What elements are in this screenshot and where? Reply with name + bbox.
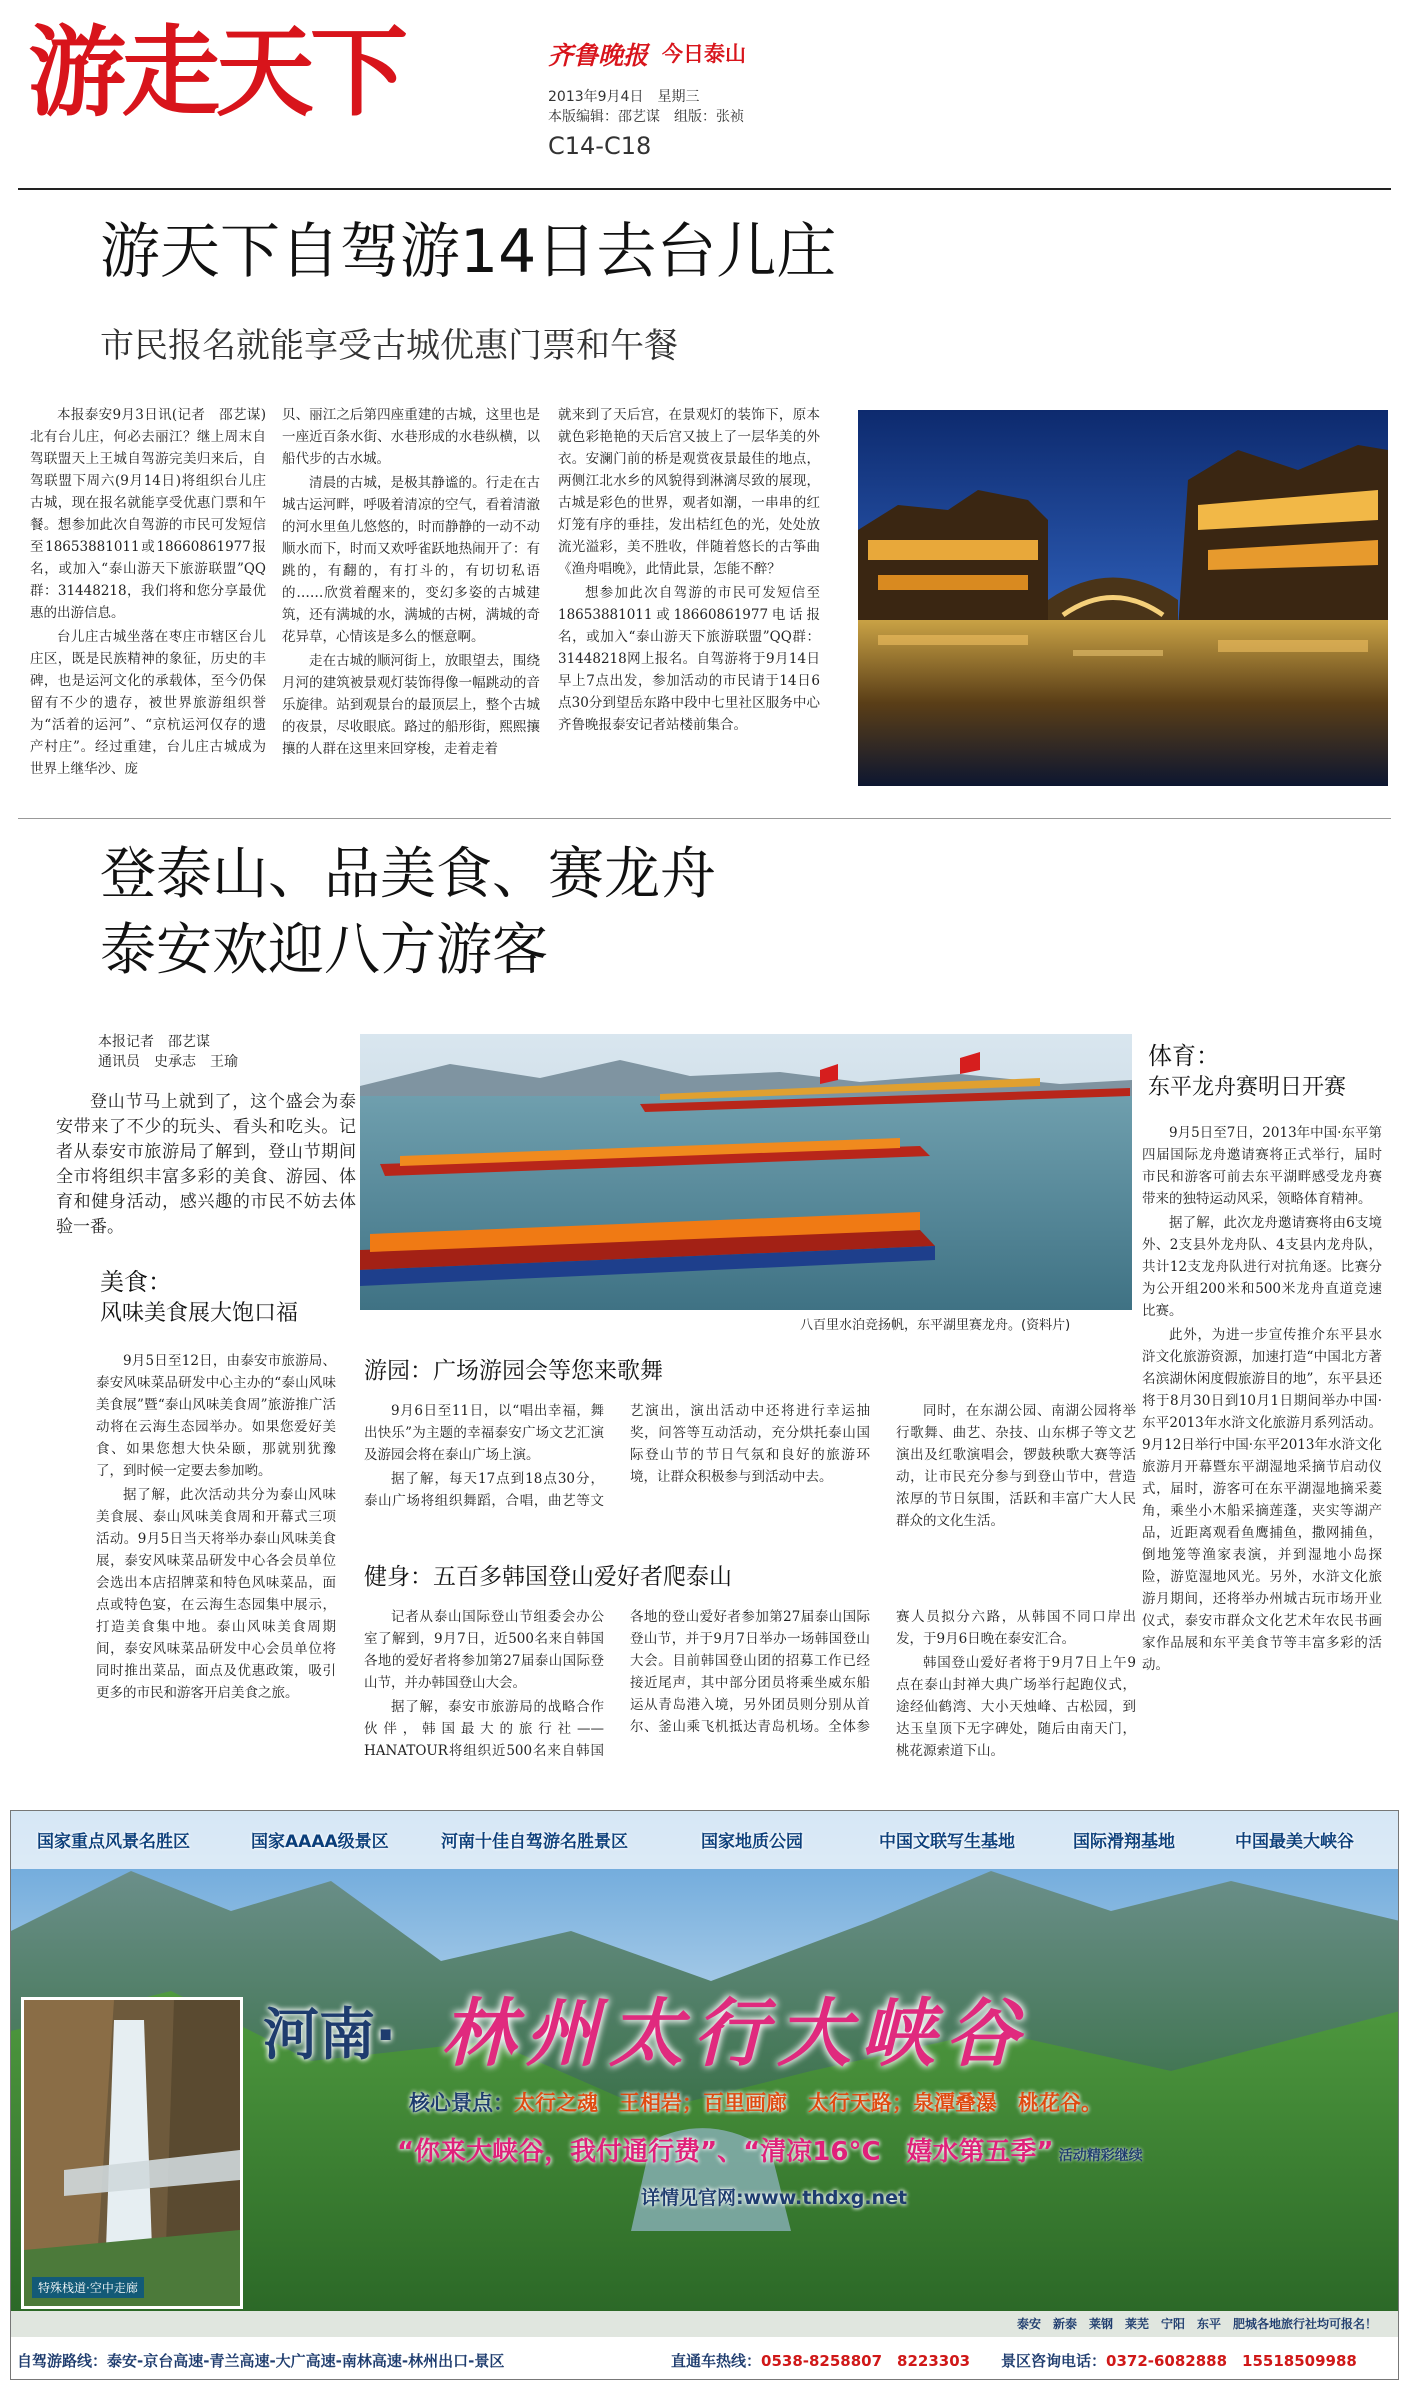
lead-paragraph: 登山节马上就到了，这个盛会为泰安带来了不少的玩头、看头和吃头。记者从泰安市旅游局了解到，登山节期间全市将组织丰富多彩的美食、游园、体育和健身活动，感兴趣的市民不妨去体验一番。 <box>56 1092 356 1237</box>
story-divider <box>18 818 1391 819</box>
food-column <box>96 1350 336 1706</box>
fitness-heading <box>364 1558 732 1591</box>
fitness-kicker: 健身： <box>364 1564 433 1590</box>
story2-headline-line1: 登泰山、品美食、赛龙舟 <box>100 842 716 907</box>
byline-reporter: 本报记者 邵艺谋 <box>98 1034 210 1050</box>
spots-list: 太行之魂 王相岩；百里画廊 太行天路；泉潭叠瀑 桃花谷。 <box>514 2091 1102 2115</box>
paragraph: 贝、丽江之后第四座重建的古城，这里也是一座近百条水街、水巷形成的水巷纵横，以船代步的古水城。 <box>282 407 540 467</box>
paragraph: 据了解，泰安市旅游局的战略合作伙伴，韩国最大的旅行社——HANATOUR将组织近500名来自韩国各地的登山爱好者参加第27届泰山国际登山节，并于9月7日举办一场韩国登山大会。目前韩国登山团的招募工作已经接近尾声，其中部分团员将乘坐威东船运从青岛港入境，另外团员则分别从首尔、釜山乘飞机抵达青岛机场。全体参赛人员拟分六路，从韩国不同口岸出发，于9月6日晚在泰安汇合。 <box>364 1609 1136 1759</box>
story2-byline <box>98 1032 238 1072</box>
ad-tag: 中国最美大峡谷 <box>1235 1832 1354 1852</box>
paragraph: 同时，在东湖公园、南湖公园将举行歌舞、曲艺、杂技、山东梆子等文艺演出及红歌演唱会，锣鼓秧歌大赛等活动，让市民充分参与到登山节中，营造浓厚的节日氛围，活跃和丰富广大人民群众的文化生活。 <box>896 1403 1136 1529</box>
story1-column-2 <box>282 404 540 762</box>
paragraph: 9月5日至12日，由泰安市旅游局、泰安风味菜品研发中心主办的“泰山风味美食展”暨“泰山风味美食周”旅游推广活动将在云海生态园举办。如果您爱好美食、如果您想大快朵颐，那就别犹豫了，到时候一定要去参加哟。 <box>96 1353 336 1479</box>
consult-label: 景区咨询电话： <box>1001 2352 1107 2370</box>
ad-hotline <box>671 2341 970 2380</box>
inset-photo-label: 特殊栈道·空中走廊 <box>32 2277 144 2298</box>
page-range: C14-C18 <box>548 132 652 160</box>
masthead <box>0 0 1409 185</box>
garden-heading <box>364 1352 663 1385</box>
paragraph: 9月5日至7日，2013年中国·东平第四届国际龙舟邀请赛将正式举行，届时市民和游客可前去东平湖畔感受龙舟赛带来的独特运动风采，领略体育精神。 <box>1142 1125 1382 1207</box>
fitness-text <box>364 1606 1136 1762</box>
photo-caption: 八百里水泊竞扬帆，东平湖里赛龙舟。(资料片) <box>800 1318 1071 1333</box>
paragraph: 9月6日至11日，以“唱出幸福，舞出快乐”为主题的幸福泰安广场文艺汇演及游园会将在泰山广场上演。 <box>364 1403 604 1463</box>
paragraph: 本报泰安9月3日讯(记者 邵艺谋) 北有台儿庄，何必去丽江？继上周末自驾联盟天上王城自驾游完美归来后，自驾联盟下周六(9月14日)将组织台儿庄古城，现在报名就能享受优惠门票和午餐。想参加此次自驾游的市民可发短信至18653881011或18660861977报名，或加入“泰山游天下旅游联盟”QQ群：31448218，我们将和您分享最优惠的出游信息。 <box>30 407 280 621</box>
hotline-number: 0538-8258807 8223303 <box>761 2352 971 2370</box>
paragraph: 走在古城的顺河街上，放眼望去，围绕月河的建筑被景观灯装饰得像一幅跳动的音乐旋律。站到观景台的最顶层上，整个古城的夜景，尽收眼底。路过的船形街，熙熙攘攘的人群在这里来回穿梭，走着走着 <box>282 653 540 757</box>
garden-kicker: 游园： <box>364 1358 433 1384</box>
story2-lead <box>56 1090 356 1242</box>
paragraph: 记者从泰山国际登山节组委会办公室了解到，9月7日，近500名来自韩国各地的爱好者将参加第27届泰山国际登山节，并办韩国登山大会。 <box>364 1609 604 1691</box>
paragraph: 此外，为进一步宣传推介东平县水浒文化旅游资源，加速打造“中国北方著名滨湖休闲度假旅游目的地”，东平县还将于8月30日到10月1日期间举办中国·东平2013年水浒文化旅游月系列活动。9月12日举行中国·东平2013年水浒文化旅游月开幕暨东平湖湿地采摘节启动仪式，届时，游客可在东平湖湿地摘采菱角，乘坐小木船采摘莲蓬，夹实等湖产品，近距离观看鱼鹰捕鱼，撒网捕鱼，倒地笼等渔家表演，并到湿地小岛探险，游览湿地风光。另外，水浒文化旅游月期间，还将举办州城古玩市场开业仪式，泰安市群众文化艺术年农民书画家作品展和东平美食节等丰富多彩的活动。 <box>1142 1327 1382 1673</box>
section-title: 游走天下 <box>28 16 405 130</box>
story1-headline: 游天下自驾游14日去台儿庄 <box>100 217 837 287</box>
sport-column <box>1142 1122 1382 1678</box>
ad-tag: 河南十佳自驾游名胜景区 <box>441 1832 628 1852</box>
paragraph: 据了解，此次龙舟邀请赛将由6支境外、2支县外龙舟队、4支县内龙舟队，共计12支龙舟队进行对抗角逐。比赛分为公开组200米和500米龙舟直道竞速比赛。 <box>1142 1215 1382 1319</box>
ad-route: 自驾游路线：泰安-京台高速-青兰高速-大广高速-南林高速-林州出口-景区 <box>17 2352 505 2370</box>
sport-kicker: 体育： <box>1148 1042 1220 1070</box>
edition-name: 今日泰山 <box>662 42 746 66</box>
ad-tag: 国际滑翔基地 <box>1073 1832 1175 1852</box>
ad-tag: 中国文联写生基地 <box>879 1832 1015 1852</box>
food-kicker: 美食： <box>100 1268 172 1296</box>
ad-tag: 国家地质公园 <box>701 1832 803 1852</box>
ad-cities: 泰安 新泰 莱钢 莱芜 宁阳 东平 肥城各地旅行社均可报名！ <box>1017 2317 1378 2331</box>
ad-consult <box>1001 2341 1357 2380</box>
paragraph: 清晨的古城，是极其静谧的。行走在古城古运河畔，呼吸着清凉的空气，看着清澈的河水里鱼儿悠悠的，时而静静的一动不动顺水而下，时而又欢呼雀跃地热闹开了：有跳的，有翻的，有打斗的，有切切私语的……欣赏着醒来的，变幻多姿的古城建筑，还有满城的水，满城的古树，满城的奇花异草，心情该是多么的惬意啊。 <box>282 475 540 645</box>
dragon-boat-photo <box>360 1034 1132 1310</box>
food-title: 风味美食展大饱口福 <box>100 1301 299 1326</box>
inset-waterfall-photo <box>21 1997 243 2309</box>
ad-tag: 国家重点风景名胜区 <box>37 1832 190 1852</box>
ad-title-region: 河南· <box>263 2003 397 2068</box>
editor-credits: 本版编辑：邵艺谋 组版：张祯 <box>548 109 744 125</box>
ad-website: 详情见官网:www.thdxg.net <box>641 2187 908 2209</box>
paper-name: 齐鲁晚报 <box>548 41 649 70</box>
fitness-title: 五百多韩国登山爱好者爬泰山 <box>433 1564 732 1590</box>
byline-correspondents: 通讯员 史承志 王瑜 <box>98 1054 238 1070</box>
ad-tag: 国家AAAA级景区 <box>251 1832 389 1852</box>
garden-title: 广场游园会等您来歌舞 <box>433 1358 663 1384</box>
ad-title-name: 林州太行大峡谷 <box>441 1991 1029 2077</box>
issue-date: 2013年9月4日 星期三 <box>548 89 700 105</box>
paragraph: 台儿庄古城坐落在枣庄市辖区台儿庄区，既是民族精神的象征，历史的丰碑，也是运河文化的承载体，至今仍保留有不少的遗存，被世界旅游组织誉为“活着的运河”、“京杭运河仅存的遗产村庄”。经过重建，台儿庄古城成为世界上继华沙、庞 <box>30 629 266 777</box>
paragraph: 就来到了天后宫，在景观灯的装饰下，原本就色彩艳艳的天后宫又披上了一层华美的外衣。安澜门前的桥是观赏夜景最佳的地点，两侧江北水乡的风貌得到淋漓尽致的展现，古城是彩色的世界，观者如潮，一串串的红灯笼有序的垂挂，发出桔红色的光，处处放流光溢彩，美不胜收，伴随着悠长的古筝曲《渔舟唱晚》，此情此景，怎能不醉？ <box>558 407 820 577</box>
canyon-advertisement <box>10 1810 1399 2380</box>
ad-slogan <box>397 2131 1143 2168</box>
hotline-label: 直通车热线： <box>671 2352 762 2370</box>
night-scene-image <box>858 410 1388 786</box>
ad-spots <box>409 2087 1102 2117</box>
story2-headline-line2: 泰安欢迎八方游客 <box>100 918 548 983</box>
slogan-text: “你来大峡谷，我付通行费”、“清凉16°C 嬉水第五季” <box>397 2137 1054 2167</box>
paragraph: 韩国登山爱好者将于9月7日上午9点在泰山封禅大典广场举行起跑仪式，途经仙鹤湾、大小天烛峰、古松园，到达玉皇顶下无字碑处，随后由南天门，桃花源索道下山。 <box>896 1655 1136 1759</box>
waterfall-image <box>24 2000 240 2306</box>
paragraph: 据了解，每天17点到18点30分，泰山广场将组织舞蹈，合唱，曲艺等文艺演出，演出活动中还将进行幸运抽奖，问答等互动活动，充分烘托泰山国际登山节的节日气氛和良好的旅游环境，让群众积极参与到活动中去。 <box>364 1403 870 1509</box>
garden-text <box>364 1400 1136 1532</box>
story1-column-3 <box>558 404 820 738</box>
story1-subheadline: 市民报名就能享受古城优惠门票和午餐 <box>100 326 678 366</box>
story1-column-1 <box>30 404 280 782</box>
ancient-town-night-photo <box>858 410 1388 786</box>
paragraph: 想参加此次自驾游的市民可发短信至18653881011或18660861977电话报名，或加入“泰山游天下旅游联盟”QQ群：31448218网上报名。自驾游将于9月14日早上7点出发，参加活动的市民请于14日6点30分到望岳东路中段中七里社区服务中心齐鲁晚报泰安记者站楼前集合。 <box>558 585 820 733</box>
slogan-note: 活动精彩继续 <box>1058 2148 1143 2164</box>
sport-title: 东平龙舟赛明日开赛 <box>1148 1075 1347 1100</box>
masthead-divider <box>18 188 1391 190</box>
consult-number: 0372-6082888 15518509988 <box>1106 2352 1357 2370</box>
ad-footer <box>11 2341 1399 2380</box>
dragon-boat-image <box>360 1034 1132 1310</box>
paragraph: 据了解，此次活动共分为泰山风味美食展、泰山风味美食周和开幕式三项活动。9月5日当天将举办泰山风味美食展，泰安风味菜品研发中心各会员单位会选出本店招牌菜和特色风味菜品，面点或特色宴，在云海生态园集中展示，打造美食集中地。泰山风味美食周期间，泰安风味菜品研发中心会员单位将同时推出菜品，面点及优惠政策，吸引更多的市民和游客开启美食之旅。 <box>96 1487 336 1701</box>
spots-label: 核心景点： <box>409 2091 514 2115</box>
